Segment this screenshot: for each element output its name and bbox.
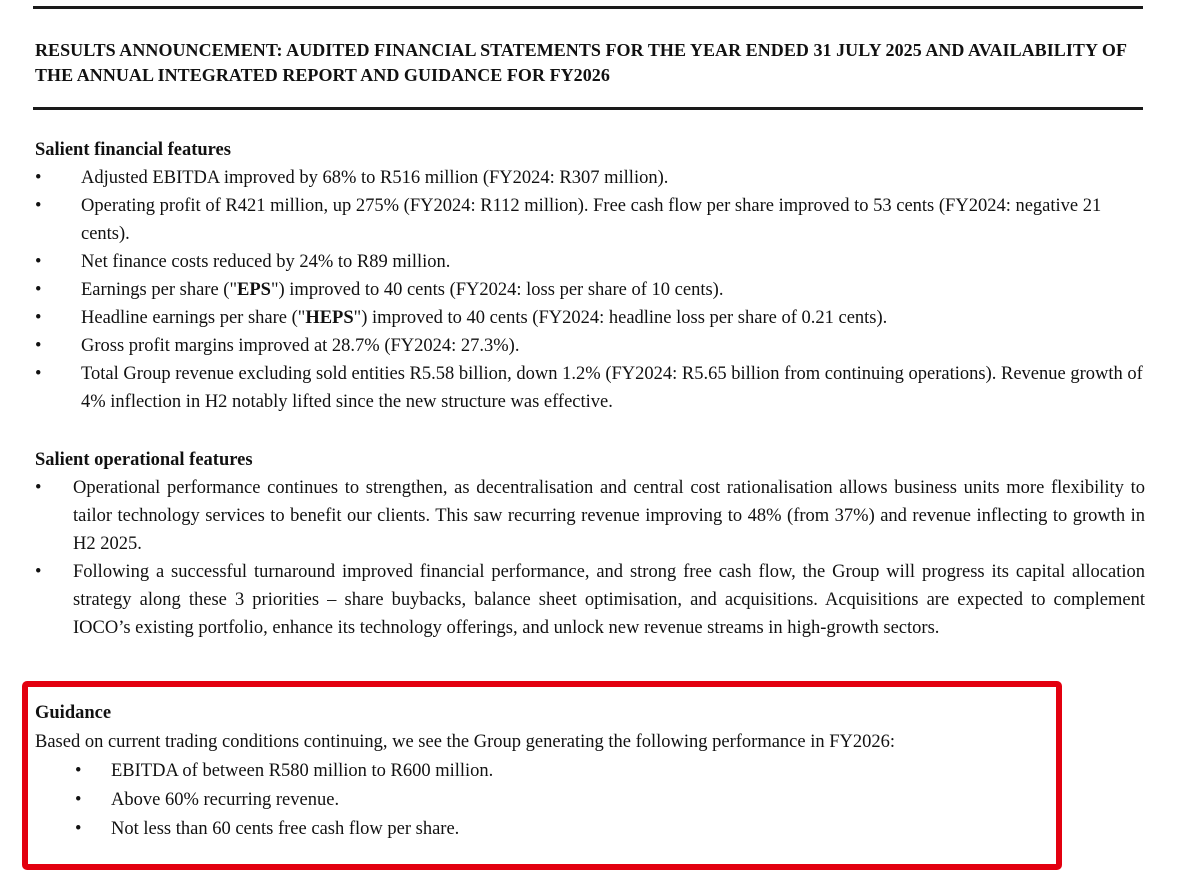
bullet-icon: • (35, 280, 42, 300)
bullet-icon: • (35, 252, 42, 272)
list-item: • EBITDA of between R580 million to R600 million. (35, 757, 1045, 786)
list-item-heps: • Headline earnings per share ("HEPS") improved to 40 cents (FY2024: headline loss per share of 0.21 cents). (35, 304, 1145, 332)
guidance-intro: Based on current trading conditions continuing, we see the Group generating the following performance in FY2026: (35, 732, 896, 752)
guidance-section (35, 699, 1045, 844)
list-item: • Not less than 60 cents free cash flow per share. (35, 815, 1045, 844)
bullet-icon: • (75, 790, 82, 810)
bullet-icon: • (75, 819, 82, 839)
list-item: • Net finance costs reduced by 24% to R89 million. (35, 248, 1145, 276)
bullet-icon: • (35, 196, 42, 216)
operational-list (35, 474, 1145, 642)
bullet-icon: • (35, 336, 42, 356)
financial-list (35, 164, 1145, 416)
title-rule (33, 107, 1143, 110)
top-rule (33, 6, 1143, 9)
bullet-icon: • (35, 168, 42, 188)
bullet-icon: • (35, 562, 42, 582)
list-item: • Operating profit of R421 million, up 275% (FY2024: R112 million). Free cash flow per share improved to 53 cents (FY2024: negative 21 cents). (35, 192, 1145, 248)
salient-operational-features (35, 446, 1145, 642)
bullet-icon: • (35, 308, 42, 328)
bullet-icon: • (35, 364, 42, 384)
guidance-list (35, 757, 1045, 844)
document-title: RESULTS ANNOUNCEMENT: AUDITED FINANCIAL STATEMENTS FOR THE YEAR ENDED 31 JULY 2025 AND AVAILABILITY OF THE ANNUAL INTEGRATED REPORT AND GUIDANCE FOR FY2026 (35, 40, 1127, 85)
salient-financial-features (35, 136, 1145, 416)
bullet-icon: • (75, 761, 82, 781)
list-item: • Following a successful turnaround improved financial performance, and strong free cash flow, the Group will progress its capital allocation strategy along these 3 priorities – share buybacks, balance sheet optimisation, and acquisitions. Acquisitions are expected to complement IOCO’s existing portfolio, enhance its technology offerings, and unlock new revenue streams in high-growth sectors. (35, 558, 1145, 642)
list-item: • Operational performance continues to strengthen, as decentralisation and central cost rationalisation allows business units more flexibility to tailor technology services to benefit our clients. This saw recurring revenue improving to 48% (from 37%) and revenue inflecting to growth in H2 2025. (35, 474, 1145, 558)
guidance-heading: Guidance (35, 703, 112, 723)
list-item-eps: • Earnings per share ("EPS") improved to 40 cents (FY2024: loss per share of 10 cents). (35, 276, 1145, 304)
bullet-icon: • (35, 478, 42, 498)
list-item: • Adjusted EBITDA improved by 68% to R516 million (FY2024: R307 million). (35, 164, 1145, 192)
list-item: • Total Group revenue excluding sold entities R5.58 billion, down 1.2% (FY2024: R5.65 billion from continuing operations). Revenue growth of 4% inflection in H2 notably lifted since the new structure was effective. (35, 360, 1145, 416)
list-item: • Gross profit margins improved at 28.7% (FY2024: 27.3%). (35, 332, 1145, 360)
operational-heading: Salient operational features (35, 450, 253, 470)
list-item: • Above 60% recurring revenue. (35, 786, 1045, 815)
financial-heading: Salient financial features (35, 140, 231, 160)
